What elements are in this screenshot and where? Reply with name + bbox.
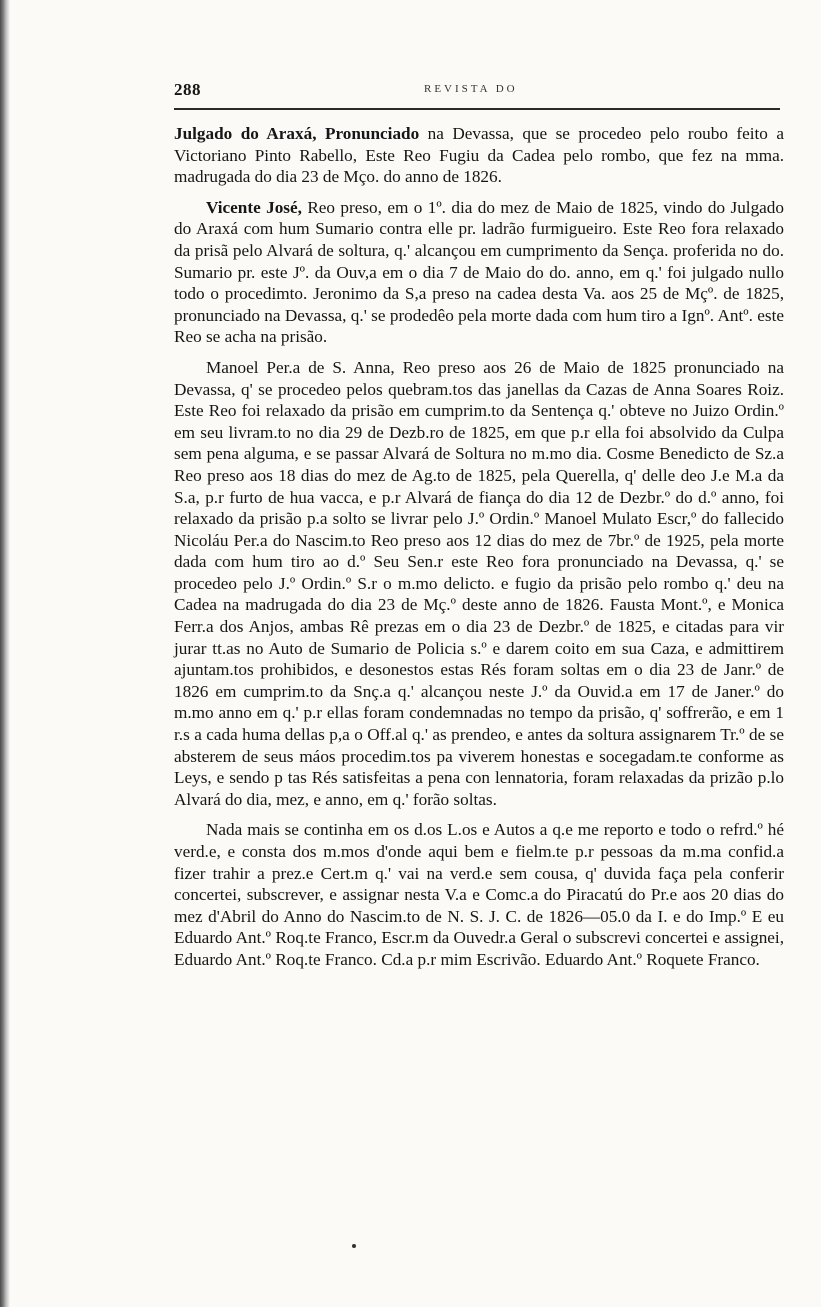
paragraph-3 bbox=[174, 357, 784, 810]
paragraph-2-text: Reo preso, em o 1º. dia do mez de Maio de 1825, vindo do Julgado do Araxá com hum Sumario contra elle pr. ladrão furmigueiro. Este Reo fora relaxado da prisã pelo Alvará de soltura, q.' alcançou em cumprimento da Sença. proferida no do. Sumario pr. este Jº. da Ouv,a em o dia 7 de Maio do do. anno, em q.' foi julgado nullo todo o procedimto. Jeronimo da S,a preso na cadea desta Va. aos 25 de Mçº. de 1825, pronunciado na Devassa, q.' se prodedêo pela morte dada com hum tiro a Ignº. Antº. este Reo se acha na prisão. bbox=[174, 197, 784, 347]
paragraph-4 bbox=[174, 819, 784, 970]
running-title: REVISTA DO bbox=[424, 83, 518, 95]
body-text bbox=[174, 123, 784, 971]
binding-edge bbox=[0, 0, 10, 1307]
page-number: 288 bbox=[174, 80, 201, 99]
footer-mark bbox=[352, 1244, 356, 1248]
paragraph-2 bbox=[174, 197, 784, 348]
page-header bbox=[174, 80, 780, 102]
header-rule bbox=[174, 108, 780, 110]
paragraph-1 bbox=[174, 123, 784, 188]
paragraph-3-text: Manoel Per.a de S. Anna, Reo preso aos 26 de Maio de 1825 pronunciado na Devassa, q' se procedeo pelos quebram.tos das janellas da Cazas de Anna Soares Roiz. Este Reo foi relaxado da prisão em cumprim.to da Sentença q.' obteve no Juizo Ordin.º em seu livram.to no dia 29 de Dezb.ro de 1825, em que p.r ella foi absolvido da Culpa sem pena alguma, e se passar Alvará de Soltura no m.mo dia. Cosme Benedicto de Sz.a Reo preso aos 18 dias do mez de Ag.to de 1825, pela Querella, q' delle deo J.e M.a da S.a, p.r furto de hua vacca, e p.r Alvará de fiança do dia 12 de Dezbr.º do d.º anno, foi relaxado da prisão p.a solto se livrar pelo J.º Ordin.º Manoel Mulato Escr,º do fallecido Nicoláu Per.a do Nascim.to Reo preso aos 12 dias do mez de 7br.º de 1925, pela morte dada com hum tiro ao d.º Seu Sen.r este Reo fora pronunciado na Devassa, q.' se procedeo pelo J.º Ordin.º S.r o m.mo delicto. e fugio da prisão pelo rombo q.' deu na Cadea na madrugada do dia 23 de Mç.º deste anno de 1826. Fausta Mont.º, e Monica Ferr.a dos Anjos, ambas Rê prezas em o dia 23 de Dezbr.º de 1825, e citadas para vir jurar tt.as no Auto de Sumario de Policia s.º e darem coito em sua Caza, e admittirem ajuntam.tos prohibidos, e desonestos estas Rés foram soltas em o dia 23 de Janr.º de 1826 em cumprim.to da Snç.a q.' alcançou neste J.º da Ouvid.a em 17 de Janer.º do m.mo anno em q.' p.r ellas foram condemnadas no tempo da prisão, q' soffrerão, e em 1 r.s a cada huma dellas p,a o Off.al q.' as prendeo, e antes da soltura assignarem Tr.º de se absterem de seus máos procedim.tos pa viverem honestas e socegadam.te conforme as Leys, e sendo p tas Rés satisfeitas a pena con lennatoria, foram relaxadas da prizão p.lo Alvará do dia, mez, e anno, em q.' forão soltas. bbox=[174, 357, 784, 809]
paragraph-2-lead: Vicente José, bbox=[206, 197, 302, 217]
paragraph-1-lead: Julgado do Araxá, Pronunciado bbox=[174, 124, 420, 143]
paragraph-1-text: na Devassa, que se procedeo pelo roubo feito a Victoriano Pinto Rabello, Este Reo Fugiu da Cadea pelo rombo, que fez na mma. madrugada do dia 23 de Mço. do anno de 1826. bbox=[174, 124, 784, 187]
paragraph-4-text: Nada mais se continha em os d.os L.os e Autos a q.e me reporto e todo o refrd.º hé verd.e, e consta dos m.mos d'onde aqui bem e fielm.te p.r pessoas da m.ma confid.a fizer trahir a prez.e Cert.m q.' vai na verd.e sem cousa, q' duvida faça pela conferir concertei, subscrever, e assignar nesta V.a e Comc.a do Piracatú do Pr.e aos 20 dias do mez d'Abril do Anno do Nascim.to de N. S. J. C. de 1826—05.0 da I. e do Imp.º E eu Eduardo Ant.º Roq.te Franco, Escr.m da Ouvedr.a Geral o subscrevi concertei e assignei, Eduardo Ant.º Roq.te Franco. Cd.a p.r mim Escrivão. Eduardo Ant.º Roquete Franco. bbox=[174, 820, 784, 969]
